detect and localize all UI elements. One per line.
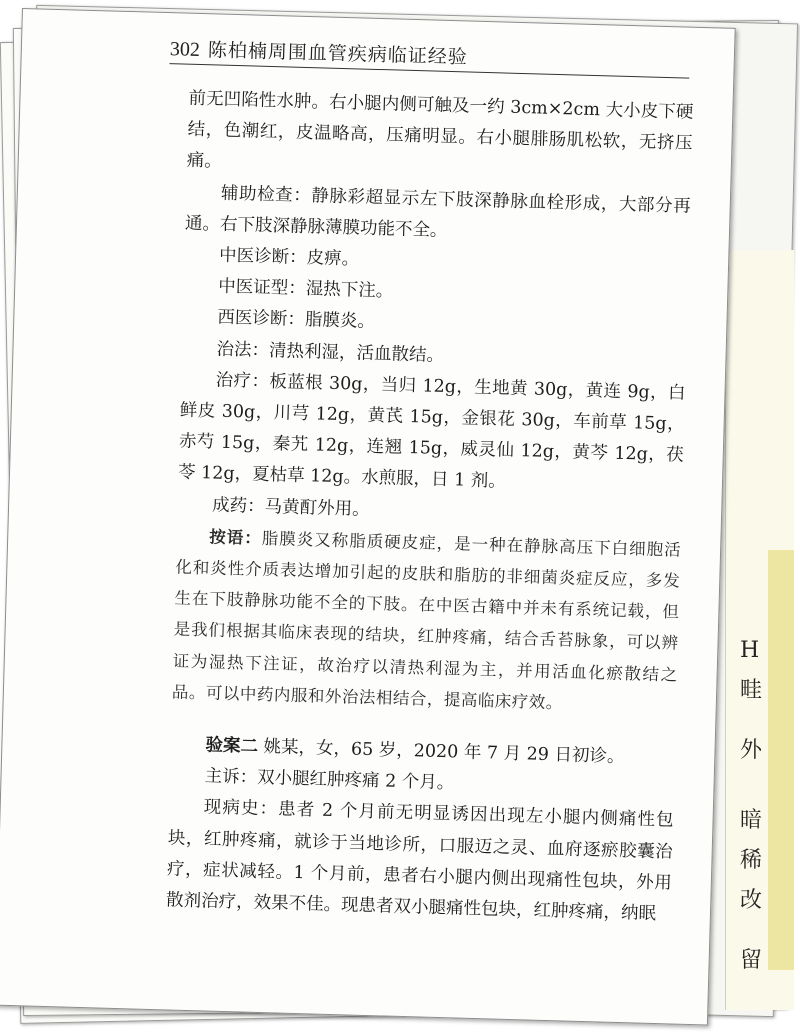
paragraph: 治法：清热利湿，活血散结。 xyxy=(216,339,445,366)
adjacent-page-fragment: 外 xyxy=(740,738,763,763)
adjacent-page-fragment: 暗 xyxy=(740,808,763,833)
book-page xyxy=(0,8,736,1026)
page-number: 302 xyxy=(169,38,201,61)
adjacent-page-fragment: 留 xyxy=(740,948,763,973)
page-header xyxy=(169,25,690,79)
paragraph: 中医证型：湿热下注。 xyxy=(218,276,394,302)
page-body xyxy=(166,84,694,931)
case-label: 验案二 xyxy=(205,735,259,757)
running-title: 陈柏楠周围血管疾病临证经验 xyxy=(207,39,469,69)
adjacent-page-fragment: 畦 xyxy=(740,678,763,703)
paragraph: 前无凹陷性水肿。右小腿内侧可触及一约 3cm×2cm 大小皮下硬结，色潮红，皮温略高，压痛明显。右小腿腓肠肌松软，无挤压痛。 xyxy=(186,88,694,173)
paragraph: 中医诊断：皮痹。 xyxy=(218,245,360,270)
paragraph: 辅助检查：静脉彩超显示左下肢深静脉血栓形成，大部分再通。右下肢深静脉薄膜功能不全。 xyxy=(184,183,692,241)
commentary-paragraph xyxy=(172,520,682,721)
commentary-text: 脂膜炎又称脂质硬皮症，是一种在静脉高压下白细胞活化和炎性介质表达增加引起的皮肤和脂肪的非细菌炎症反应，多发生在下肢静脉功能不全的下肢。在中医古籍中并未有系统记载，但是我们根据其临床表现的结块，红肿疼痛，结合舌苔脉象，可以辨证为湿热下注证，故治疗以清热利湿为主，并用活血化瘀散结之品。可以中药内服和外治法相结合，提高临床疗效。 xyxy=(171,528,682,713)
adjacent-page xyxy=(725,250,794,1010)
commentary-label: 按语： xyxy=(209,527,263,548)
paragraph: 成药：马黄酊外用。 xyxy=(211,495,370,520)
paragraph: 西医诊断：脂膜炎。 xyxy=(217,308,376,333)
case-intro: 姚某，女，65 岁，2020 年 7 月 29 日初诊。 xyxy=(263,737,625,768)
page-edge-highlight xyxy=(768,550,794,970)
chief-complaint: 主诉：双小腿红肿疼痛 2 个月。 xyxy=(204,766,455,794)
adjacent-page-fragment: H xyxy=(740,638,760,663)
adjacent-page-fragment: 改 xyxy=(740,888,763,913)
adjacent-page-fragment: 稀 xyxy=(740,848,763,873)
paragraph: 治疗：板蓝根 30g，当归 12g，生地黄 30g，黄连 9g，白鲜皮 30g，川芎 12g，黄芪 15g，金银花 30g，车前草 15g，赤芍 15g，秦艽 12g，连翘 15g，威灵仙 12g，黄芩 12g，茯苓 12g，夏枯草 12g。水煎服，日 1 剂。 xyxy=(177,370,686,493)
present-history: 现病史：患者 2 个月前无明显诱因出现左小腿内侧痛性包块，红肿疼痛，就诊于当地诊所，口服迈之灵、血府逐瘀胶囊治疗，症状减轻。1 个月前，患者右小腿内侧出现痛性包块，外用散剂治疗，效果不佳。现患者双小腿痛性包块，红肿疼痛，纳眠 xyxy=(165,797,674,925)
